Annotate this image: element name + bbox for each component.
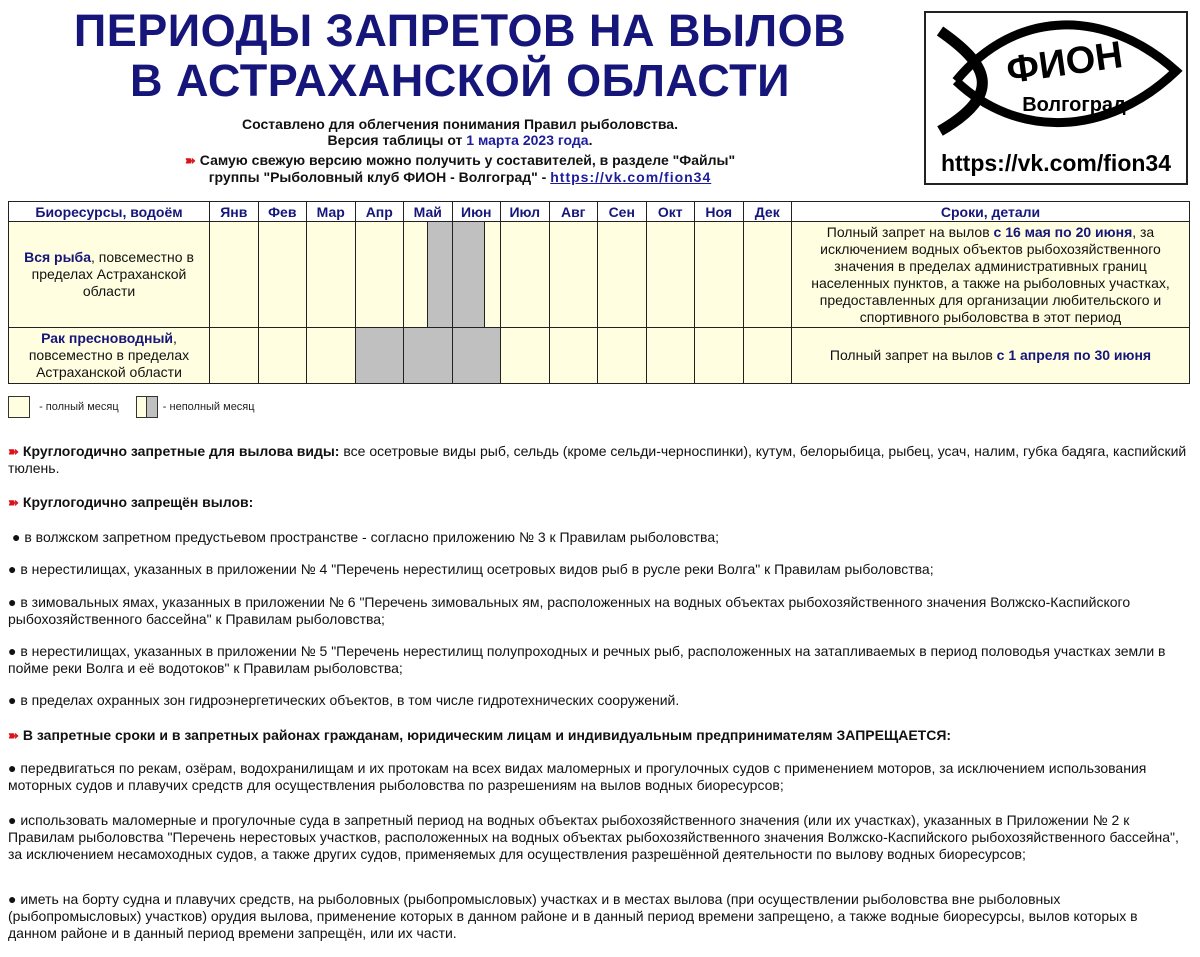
yearround-species-text: все осетровые виды рыб, сельдь (кроме сельди-черноспинки), кутум, белорыбица, рыбец, усач, налим, губка бадяга, каспийский тюлень. xyxy=(8,443,1187,476)
arrow-bullet-icon: ➽ xyxy=(8,495,19,510)
month-cell xyxy=(743,328,792,384)
ban-fill xyxy=(453,222,486,327)
details-dates: с 16 мая по 20 июня xyxy=(993,223,1133,240)
month-cell xyxy=(355,222,404,328)
fresh-version-note xyxy=(10,152,910,185)
month-cell-ban-partial xyxy=(452,222,501,328)
header-details: Сроки, детали xyxy=(792,202,1190,222)
month-cell xyxy=(210,328,259,384)
resource-area: , повсеместно в пределах Астраханской области xyxy=(31,249,194,299)
prohibited-heading-text: В запретные сроки и в запретных районах гражданам, юридическим лицам и индивидуальным предпринимателям ЗАПРЕЩАЕТСЯ: xyxy=(22,727,952,743)
details-suffix: , за исключением водных объектов рыбохозяйственного значения в пределах административных границ населенных пунктов, а также на рыболовных участках, предоставленных для организации любительского и спортивного рыболовства в этот период xyxy=(811,223,1170,325)
arrow-bullet-icon: ➽ xyxy=(8,444,19,459)
header-month: Апр xyxy=(355,202,404,222)
page-title xyxy=(10,6,910,106)
legend-partial-swatch xyxy=(136,396,158,418)
month-cell-ban-full xyxy=(404,328,453,384)
month-cell xyxy=(501,222,550,328)
resource-cell xyxy=(9,222,210,328)
arrow-bullet-icon: ➽ xyxy=(184,153,196,168)
yearround-species-heading: Круглогодично запретные для вылова виды: xyxy=(22,443,340,459)
header-month: Сен xyxy=(598,202,647,222)
svg-text:ФИОН: ФИОН xyxy=(1003,34,1126,93)
details-cell xyxy=(792,328,1190,384)
month-cell-ban-full xyxy=(452,328,501,384)
month-cell xyxy=(646,222,695,328)
details-prefix: Полный запрет на вылов xyxy=(826,223,994,240)
fresh-line-2: группы "Рыболовный клуб ФИОН - Волгоград" - xyxy=(208,169,551,185)
details-cell xyxy=(792,222,1190,328)
header-month: Авг xyxy=(549,202,598,222)
table-row xyxy=(9,222,1190,328)
header-month: Дек xyxy=(743,202,792,222)
yearround-species xyxy=(8,443,1188,477)
list-item: ● в нерестилищах, указанных в приложении № 4 "Перечень нерестилищ осетровых видов рыб в русле реки Волга" к Правилам рыболовства; xyxy=(8,561,934,577)
list-item: ● в пределах охранных зон гидроэнергетических объектов, в том числе гидротехнических сооружений. xyxy=(8,692,680,708)
list-item: ● иметь на борту судна и плавучих средств, на рыболовных (рыбопромысловых) участках и в местах вылова (при осуществлении рыболовства вне рыболовных (рыбопромысловых) участков) орудия вылова, применение которых в данном районе и в данный период времени запрещено, а также водные биоресурсы, вылов которых в данном районе и в данный период времени запрещён, или их части. xyxy=(8,891,1138,941)
ban-periods-table xyxy=(8,201,1190,384)
version-date: 1 марта 2023 года xyxy=(466,132,589,148)
details-prefix: Полный запрет на вылов xyxy=(829,347,997,363)
header-month: Янв xyxy=(210,202,259,222)
month-cell xyxy=(210,222,259,328)
header-resource: Биоресурсы, водоём xyxy=(9,202,210,222)
details-dates: с 1 апреля по 30 июня xyxy=(996,347,1152,363)
prohibited-heading xyxy=(8,727,1188,744)
version-line xyxy=(10,132,910,148)
month-cell xyxy=(695,222,744,328)
header-month: Ноя xyxy=(695,202,744,222)
subtitle-text: Составлено для облегчения понимания Правил рыболовства. xyxy=(242,116,678,132)
month-cell xyxy=(549,222,598,328)
list-item: ● передвигаться по рекам, озёрам, водохранилищам и их протокам на всех видах маломерных и прогулочных судов с применением моторов, за исключением использования моторных судов и плавучих средств для осуществления рыболовства по разрешениям на вылов водных биоресурсов; xyxy=(8,760,1147,793)
month-cell xyxy=(258,222,307,328)
month-cell-ban-full xyxy=(355,328,404,384)
fish-logo-icon xyxy=(926,13,1186,143)
resource-cell xyxy=(9,328,210,384)
ban-fill xyxy=(427,222,453,327)
list-item: ● в зимовальных ямах, указанных в приложении № 6 "Перечень зимовальных ям, расположенных на водных объектах рыбохозяйственного значения Волжско-Каспийского рыбохозяйственного бассейна" к Правилам рыболовства; xyxy=(8,594,1131,627)
month-cell xyxy=(307,328,356,384)
header-month: Июн xyxy=(452,202,501,222)
version-suffix: . xyxy=(588,132,593,148)
header-month: Окт xyxy=(646,202,695,222)
fresh-line-1: Самую свежую версию можно получить у составителей, в разделе "Файлы" xyxy=(199,152,736,168)
month-cell xyxy=(307,222,356,328)
resource-area: , повсеместно в пределах Астраханской области xyxy=(28,330,190,380)
fion-logo xyxy=(924,11,1188,185)
month-cell xyxy=(646,328,695,384)
list-item: ● использовать маломерные и прогулочные суда в запретный период на водных объектах рыбохозяйственного значения (или их участках), указанных в Приложении № 2 к Правилам рыболовства "Перечень нерестовых участков, расположенных на водных объектах рыбохозяйственного значения Волжско-Каспийского рыбохозяйственного бассейна", за исключением несамоходных судов, а также других судов, применяемых для осуществления разрешённой деятельности по вылову водных биоресурсов; xyxy=(8,812,1179,862)
header-month: Фев xyxy=(258,202,307,222)
month-cell xyxy=(598,328,647,384)
list-item: ● в нерестилищах, указанных в приложении № 5 "Перечень нерестилищ полупроходных и речных рыб, расположенных на затапливаемых в период половодья участках земли в пойме реки Волга и её водотоков" к Правилам рыболовства; xyxy=(8,643,1166,676)
arrow-bullet-icon: ➽ xyxy=(8,728,19,743)
month-cell xyxy=(258,328,307,384)
month-cell xyxy=(743,222,792,328)
month-cell xyxy=(549,328,598,384)
svg-text:Волгоград: Волгоград xyxy=(1022,94,1126,116)
vk-link[interactable]: https://vk.com/fion34 xyxy=(550,169,712,185)
legend-full-label: - полный месяц xyxy=(39,400,119,413)
legend-full-swatch xyxy=(8,396,30,418)
subtitle xyxy=(10,116,910,148)
yearround-ban-heading xyxy=(8,494,1188,511)
month-cell xyxy=(501,328,550,384)
header-month: Мар xyxy=(307,202,356,222)
legend-partial-label: - неполный месяц xyxy=(162,400,255,413)
title-line-1: ПЕРИОДЫ ЗАПРЕТОВ НА ВЫЛОВ xyxy=(73,5,847,56)
resource-name: Вся рыба xyxy=(24,249,91,265)
table-header-row xyxy=(9,202,1190,222)
yearround-ban-heading-text: Круглогодично запрещён вылов: xyxy=(22,494,254,510)
month-cell-ban-partial xyxy=(404,222,453,328)
resource-name: Рак пресноводный xyxy=(41,330,174,346)
header-month: Июл xyxy=(501,202,550,222)
version-prefix: Версия таблицы от xyxy=(327,132,467,148)
list-item: ● в волжском запретном предустьевом пространстве - согласно приложению № 3 к Правилам рыболовства; xyxy=(12,529,720,545)
table-row xyxy=(9,328,1190,384)
logo-url: https://vk.com/fion34 xyxy=(940,150,1172,176)
month-cell xyxy=(695,328,744,384)
legend xyxy=(8,396,255,418)
header-month: Май xyxy=(404,202,453,222)
month-cell xyxy=(598,222,647,328)
title-line-2: В АСТРАХАНСКОЙ ОБЛАСТИ xyxy=(129,55,790,106)
